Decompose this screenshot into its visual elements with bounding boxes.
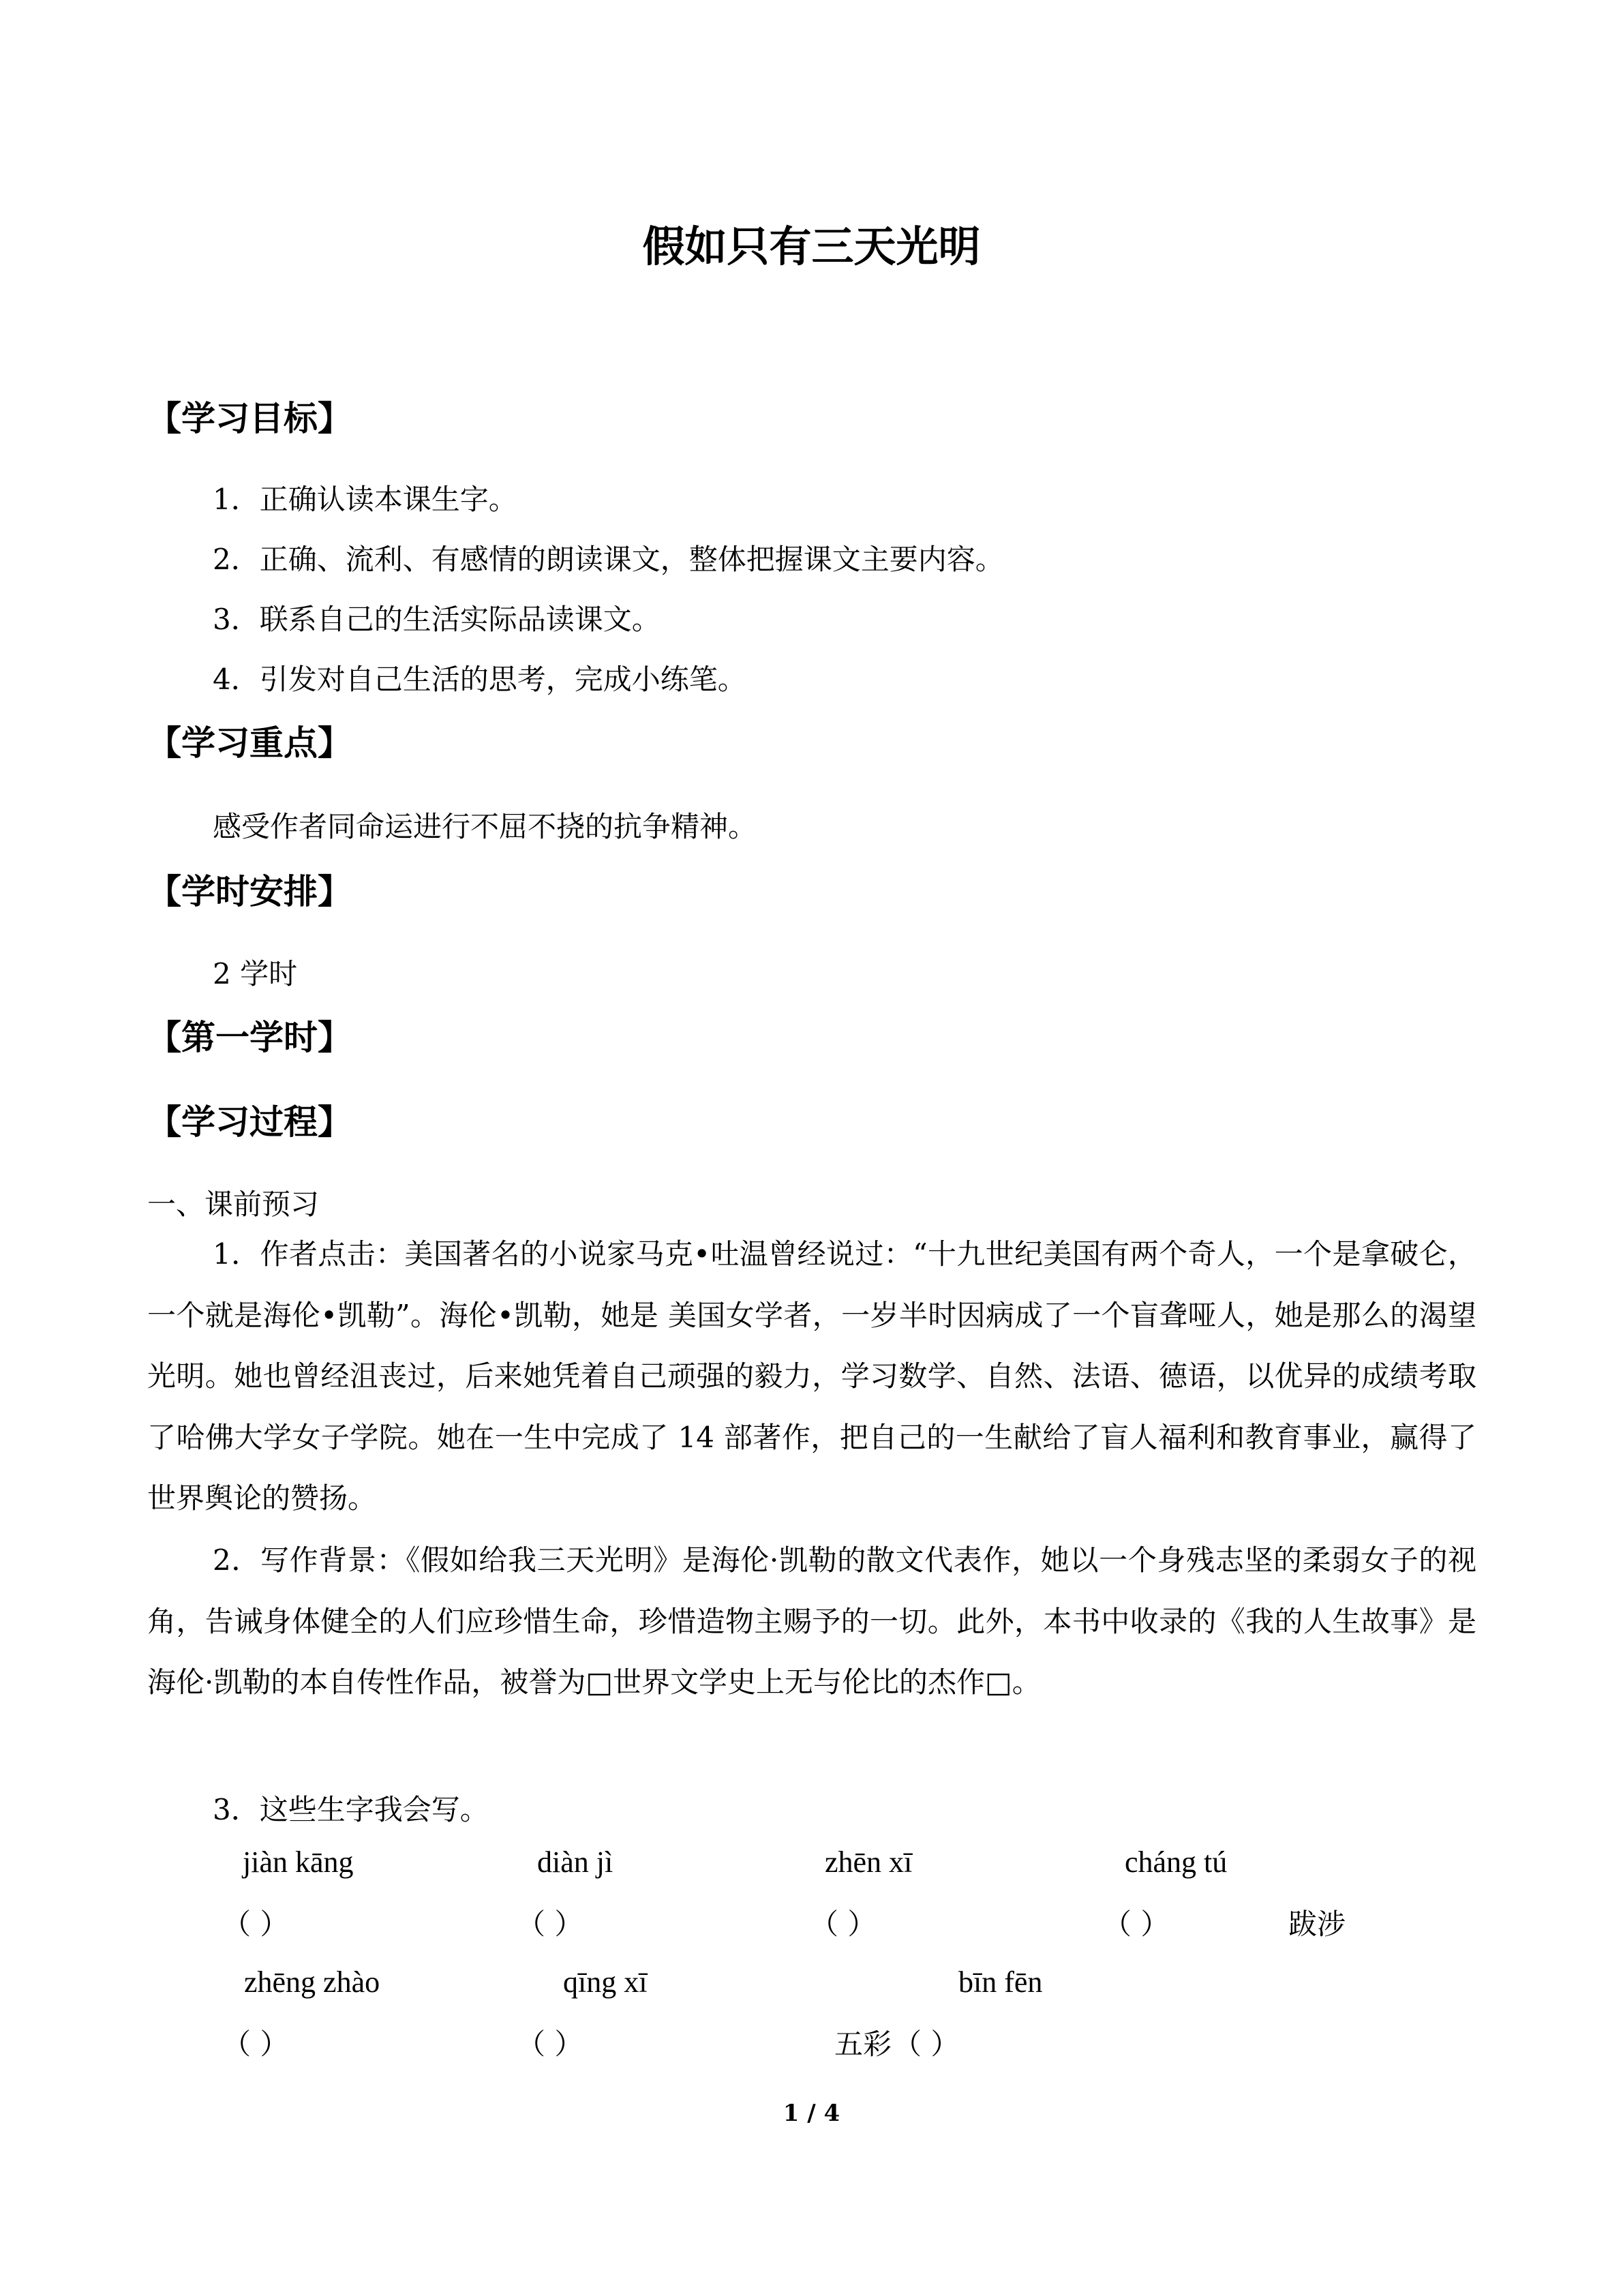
goal-item: 3．联系自己的生活实际品读课文。 xyxy=(213,603,661,636)
goal-item: 2．正确、流利、有感情的朗读课文，整体把握课文主要内容。 xyxy=(213,543,1004,576)
heading-schedule: 【学时安排】 xyxy=(147,872,352,911)
answer-blank[interactable]: （ ） xyxy=(1103,1907,1170,1941)
heading-learning-goals: 【学习目标】 xyxy=(147,399,352,438)
exercise-instruction: 3．这些生字我会写。 xyxy=(213,1793,489,1826)
answer-blank[interactable]: （ ） xyxy=(893,2027,960,2061)
answer-blank[interactable]: （ ） xyxy=(222,1907,289,1941)
pinyin-label: bīn fēn xyxy=(958,1965,1043,1999)
pinyin-label: qīng xī xyxy=(563,1965,648,1999)
answer-blank[interactable]: （ ） xyxy=(222,2027,289,2061)
background-paragraph: 2．写作背景：《假如给我三天光明》是海伦·凯勒的散文代表作，她以一个身残志坚的柔弱女子的视角，告诫身体健全的人们应珍惜生命，珍惜造物主赐予的一切。此外，本书中收录的《我的人生故事》是海伦·凯勒的本自传性作品，被誉为□世界文学史上无与伦比的杰作□。 xyxy=(147,1543,1476,1699)
pinyin-label: jiàn kāng xyxy=(243,1845,354,1879)
pinyin-label: zhēng zhào xyxy=(244,1965,380,1999)
word-prefix: 五彩 xyxy=(834,2027,892,2061)
goal-item: 4．引发对自己生活的思考，完成小练笔。 xyxy=(213,663,746,696)
heading-first-period: 【第一学时】 xyxy=(147,1018,352,1057)
goal-item: 1．正确认读本课生字。 xyxy=(213,483,517,516)
page-title: 假如只有三天光明 xyxy=(642,222,981,271)
answer-blank[interactable]: （ ） xyxy=(810,1907,877,1941)
part-one-title: 一、课前预习 xyxy=(147,1188,320,1221)
word-suffix: 跋涉 xyxy=(1288,1907,1346,1941)
pinyin-label: cháng tú xyxy=(1125,1845,1228,1879)
pinyin-label: zhēn xī xyxy=(825,1845,913,1879)
page-number: 1 / 4 xyxy=(783,2100,840,2127)
schedule-text: 2 学时 xyxy=(213,957,298,991)
answer-blank[interactable]: （ ） xyxy=(517,1907,583,1941)
author-intro-paragraph: 1．作者点击：美国著名的小说家马克•吐温曾经说过：“十九世纪美国有两个奇人，一个是拿破仑，一个就是海伦•凯勒”。海伦•凯勒，她是 美国女学者，一岁半时因病成了一个盲聋哑人，她是那么的渴望光明。她也曾经沮丧过，后来她凭着自己顽强的毅力，学习数学、自然、法语、德语，以优异的成绩考取了哈佛大学女子学院。她在一生中完成了 14 部著作，把自己的一生献给了盲人福利和教育事业，赢得了世界舆论的赞扬。 xyxy=(147,1237,1476,1515)
heading-learning-process: 【学习过程】 xyxy=(147,1102,352,1142)
pinyin-label: diàn jì xyxy=(537,1845,613,1879)
heading-key-points: 【学习重点】 xyxy=(147,723,352,763)
answer-blank[interactable]: （ ） xyxy=(517,2027,583,2061)
key-point-text: 感受作者同命运进行不屈不挠的抗争精神。 xyxy=(213,810,757,843)
